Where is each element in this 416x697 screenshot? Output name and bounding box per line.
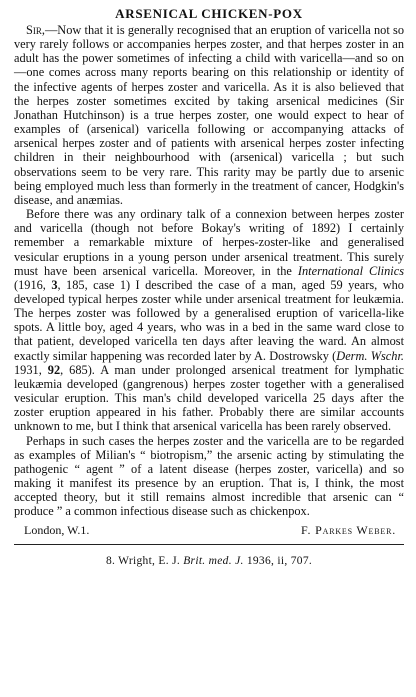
citation-2-year: 1931, [14,362,48,377]
salutation: Sir, [26,23,45,37]
citation-1-volume: 3 [51,277,58,292]
paragraph-2 [14,207,404,434]
paragraph-2-text-a: Before there was any ordinary talk of a connexion between herpes zoster and varicella (though not before Bokay's writing of 1892) I certainly remember a remarkable mixture of herpes-zoster-like and generalised vesicular eruptions in a young person under arsenical treatment. This surely must have been arsenical varicella. Moreover, in the [14,207,404,278]
reference-suffix: 1936, ii, 707. [243,555,313,568]
signature-line [14,523,404,538]
paragraph-1-text: —Now that it is generally recognised that an eruption of varicella not so very rarely follows or accompanies herpes zoster, and that herpes zoster in an adult has the power sometimes of infecting a child with varicella—and so on—one comes across many reports bearing on this relationship or identity of the infective agents of herpes zoster and varicella. As it is also believed that the herpes zoster sometimes excited by taking arsenical medicines (Sir Jonathan Hutchinson) is a true herpes zoster, one would expect to hear of examples of (arsenical) varicella following or accompanying attacks of arsenical herpes zoster and of patients with arsenical herpes zoster infecting children in their neighbourhood with (arsenical) varicella ; but such observations seem to be very rare. This rarity may be partly due to arsenic being employed much less than formerly in the treatment of cancer, Hodgkin's disease, and anæmias. [14,23,404,207]
paragraph-2-text-b: , 185, case 1) I described the case of a man, aged 59 years, who developed typical herpes zoster while under arsenical treatment for leukæmia. The herpes zoster was followed by a generalised eruption of varicella-like spots. A little boy, aged 4 years, who was in a bed in the same ward close to that patient, developed varicella ten days after leaving the ward. An almost exactly similar happening was recorded later by A. Dostrowsky ( [14,277,404,363]
journal-title-international-clinics: International Clinics [297,263,404,278]
citation-2-volume: 92 [47,362,61,377]
signature-place: London, W.1. [24,523,90,538]
letter-article [14,6,404,568]
journal-title-derm-wschr: Derm. Wschr. [336,348,404,363]
paragraph-3: Perhaps in such cases the herpes zoster and the varicella are to be regarded as examples of Milian's “ biotropism,” the arsenic acting by stimulating the pathogenic “ agent ” of a latent disease (herpes zoster, varicella) and so making it manifest its presence by an eruption. That is, I think, the most accepted theory, but it still remains almost incredible that arsenic can “ produce ” a common infectious disease such as chickenpox. [14,433,404,519]
reference-journal: Brit. med. J. [183,555,244,568]
paragraph-1 [14,23,404,207]
reference-prefix: 8. Wright, E. J. [105,555,184,568]
reference-entry [14,554,404,568]
divider-rule [14,544,404,545]
signature-author: F. Parkes Weber. [301,523,396,538]
article-title: ARSENICAL CHICKEN-POX [115,6,303,21]
paragraph-2-text-c: , 685). A man under prolonged arsenical treatment for lymphatic leukæmia developed (gangrenous) herpes zoster together with a generalised vesicular eruption. This man's child developed varicella 25 days after the zoster eruption appeared in his father. Probably there are similar accounts unknown to me, but I think that arsenical varicella has been rarely observed. [14,362,404,434]
citation-1-open: (1916, [14,277,52,292]
